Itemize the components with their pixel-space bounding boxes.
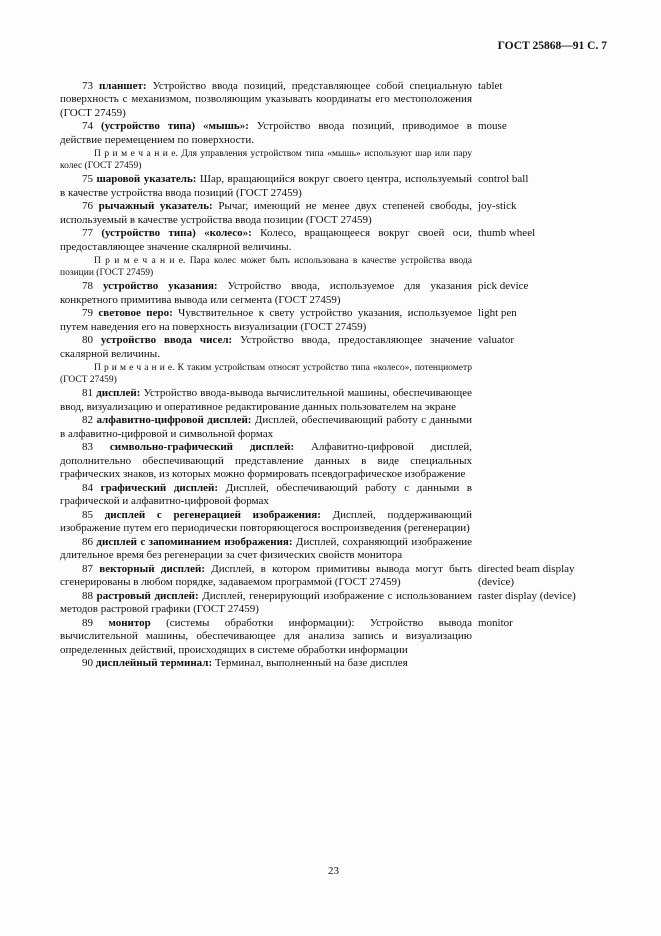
entry-note: П р и м е ч а н и е. Пара колес может быть использована в качестве устройства ввода позиции (ГОСТ 27459) xyxy=(60,256,472,278)
entry-definition: Дисплей, генерирующий изображение с использованием методов растровой графики (ГОСТ 27459) xyxy=(60,589,472,615)
entry-definition: Дисплей, сохраняющий изображение длительное время без регенерации за счет физических свойств монитора xyxy=(60,535,472,561)
page-footer xyxy=(60,865,607,879)
entry-english-term: light pen xyxy=(478,307,517,319)
term-entry xyxy=(60,227,607,280)
entry-number: 75 xyxy=(82,173,97,185)
entry-term: (устройство типа) «мышь»: xyxy=(100,120,249,132)
entry-number: 86 xyxy=(82,535,97,548)
entry-definition-paragraph xyxy=(60,120,472,147)
entry-text xyxy=(60,173,472,200)
entry-definition-paragraph xyxy=(60,509,472,536)
entry-term: монитор xyxy=(108,616,151,629)
entry-term: растровый дисплей: xyxy=(96,589,199,602)
term-entry xyxy=(60,280,607,307)
entry-term: символьно-графический дисплей: xyxy=(109,441,295,453)
entry-text xyxy=(60,563,472,590)
entry-text xyxy=(60,441,472,482)
term-entry xyxy=(60,80,607,121)
entry-definition-paragraph xyxy=(60,80,472,121)
entry-number: 90 xyxy=(82,657,96,669)
terms-list xyxy=(60,80,607,671)
entry-text xyxy=(60,617,472,658)
term-entry xyxy=(60,482,607,509)
entry-number: 89 xyxy=(82,616,109,629)
entry-definition: Дисплей, обеспечивающий работу с данными в алфавитно-цифровой и символьной формах xyxy=(60,414,473,440)
entry-text xyxy=(60,509,472,536)
entry-definition: Устройство ввода позиций, представляющее собой специальную поверхность с механизмом, позволяющим указывать координаты его местоположения (ГОСТ 27459) xyxy=(60,79,472,119)
entry-english-term: mouse xyxy=(478,120,507,132)
entry-definition-paragraph xyxy=(60,173,472,200)
entry-definition: Устройство ввода, предоставляющее значение скалярной величины. xyxy=(60,334,472,360)
entry-text xyxy=(60,414,472,441)
entry-definition: Алфавитно-цифровой дисплей, дополнительно обеспечивающий представление данных в виде специальных графических знаков, из которых можно формировать псевдографическое изображение xyxy=(60,441,473,480)
entry-definition-paragraph xyxy=(60,590,472,617)
term-entry xyxy=(60,200,607,227)
term-entry xyxy=(60,414,607,441)
term-entry xyxy=(60,441,607,482)
entry-definition: Устройство ввода-вывода вычислительной машины, обеспечивающее ввод, визуализацию и оперативное редактирование данных пользователем на экране xyxy=(60,387,473,413)
entry-text xyxy=(60,536,472,563)
entry-term: дисплей с запоминанием изображения: xyxy=(96,535,293,548)
entry-definition-paragraph xyxy=(60,536,472,563)
entry-term: дисплейный терминал: xyxy=(95,657,213,669)
entry-text xyxy=(60,482,472,509)
entry-term: рычажный указатель: xyxy=(98,200,213,212)
term-entry xyxy=(60,657,607,671)
entry-definition-paragraph xyxy=(60,387,472,414)
entry-number: 83 xyxy=(82,441,110,453)
entry-definition: Рычаг, имеющий не менее двух степеней свободы, используемый в качестве устройства ввода позиции (ГОСТ 27459) xyxy=(60,200,472,226)
entry-english-term: raster display (device) xyxy=(478,589,576,602)
entry-number: 85 xyxy=(82,508,105,521)
entry-definition-paragraph xyxy=(60,307,472,334)
entry-text xyxy=(60,387,472,414)
entry-english-term: joy-stick xyxy=(478,200,517,212)
entry-definition: Дисплей, обеспечивающий работу с данными в графической и алфавитно-цифровой формах xyxy=(60,481,472,507)
entry-definition: Устройство ввода, используемое для указания конкретного примитива вывода или сегмента (ГОСТ 27459) xyxy=(60,280,472,306)
entry-english-term: control ball xyxy=(478,173,529,185)
term-entry xyxy=(60,563,607,590)
entry-term: планшет: xyxy=(98,79,147,92)
entry-definition-paragraph xyxy=(60,657,472,671)
entry-english-term: thumb wheel xyxy=(478,227,536,239)
document-header xyxy=(60,40,607,54)
entry-definition: Колесо, вращающееся вокруг своей оси, предоставляющее значение скалярной величины. xyxy=(60,227,473,253)
entry-text xyxy=(60,200,472,227)
term-entry xyxy=(60,617,607,658)
entry-text xyxy=(60,120,472,173)
page-number: 23 xyxy=(328,864,339,877)
entry-number: 74 xyxy=(82,120,101,132)
entry-number: 88 xyxy=(82,589,97,602)
entry-text xyxy=(60,334,472,387)
entry-definition: Дисплей, поддерживающий изображение путем его периодически повторяющегося воспроизведения (регенерации) xyxy=(60,508,472,534)
entry-number: 84 xyxy=(82,481,101,494)
entry-definition-paragraph xyxy=(60,482,472,509)
entry-definition: Терминал, выполненный на базе дисплея xyxy=(212,657,408,669)
entry-english-term: tablet xyxy=(478,79,503,92)
term-entry xyxy=(60,536,607,563)
entry-definition: Устройство вывода вычислительной машины, обеспечивающее для анализа запись и визуализацию определенных действий, происходящих в системе обработки информации xyxy=(60,616,472,656)
entry-definition-paragraph xyxy=(60,200,472,227)
entry-text xyxy=(60,657,472,671)
doc-reference: ГОСТ 25868—91 С. 7 xyxy=(497,40,607,52)
entry-definition-paragraph xyxy=(60,414,472,441)
entry-term: графический дисплей: xyxy=(100,481,219,494)
term-entry xyxy=(60,590,607,617)
entry-definition-paragraph xyxy=(60,334,472,361)
entry-number: 78 xyxy=(82,280,104,292)
entry-definition-paragraph xyxy=(60,280,472,307)
term-entry xyxy=(60,387,607,414)
entry-english-term: directed beam display (device) xyxy=(478,562,575,588)
entry-number: 79 xyxy=(82,307,99,319)
entry-note: П р и м е ч а н и е. К таким устройствам относят устройство типа «колесо», потенциометр (ГОСТ 27459) xyxy=(60,363,472,385)
entry-term: устройство ввода чисел: xyxy=(100,334,233,346)
entry-term: (устройство типа) «колесо»: xyxy=(101,227,252,239)
entry-definition-paragraph xyxy=(60,563,472,590)
entry-number: 87 xyxy=(82,562,100,575)
entry-number: 76 xyxy=(82,200,99,212)
entry-text xyxy=(60,280,472,307)
term-entry xyxy=(60,120,607,173)
entry-number: 73 xyxy=(82,79,99,92)
entry-term: дисплей: xyxy=(96,387,141,399)
entry-text xyxy=(60,590,472,617)
entry-number: 81 xyxy=(82,387,97,399)
entry-term-suffix: (системы обработки информации): xyxy=(150,616,370,629)
entry-term: дисплей с регенерацией изображения: xyxy=(104,508,321,521)
entry-term: устройство указания: xyxy=(103,280,218,292)
entry-definition: Чувствительное к свету устройство указания, используемое путем наведения его на поверхность визуализации (ГОСТ 27459) xyxy=(60,307,472,333)
entry-term: световое перо: xyxy=(98,307,173,319)
entry-english-term: valuator xyxy=(478,334,515,346)
term-entry xyxy=(60,307,607,334)
entry-note: П р и м е ч а н и е. Для управления устройством типа «мышь» используют шар или пару колес (ГОСТ 27459) xyxy=(60,149,472,171)
entry-number: 77 xyxy=(82,227,102,239)
term-entry xyxy=(60,509,607,536)
entry-english-term: monitor xyxy=(478,616,513,629)
entry-text xyxy=(60,227,472,280)
entry-number: 80 xyxy=(82,334,101,346)
entry-term: шаровой указатель: xyxy=(96,173,197,185)
entry-definition-paragraph xyxy=(60,227,472,254)
entry-definition: Устройство ввода позиций, приводимое в действие перемещением по поверхности. xyxy=(60,120,473,146)
entry-text xyxy=(60,80,472,121)
entry-definition-paragraph xyxy=(60,617,472,658)
term-entry xyxy=(60,173,607,200)
entry-number: 82 xyxy=(82,414,97,426)
term-entry xyxy=(60,334,607,387)
entry-english-term: pick device xyxy=(478,280,529,292)
entry-term: алфавитно-цифровой дисплей: xyxy=(96,414,252,426)
entry-definition: Шар, вращающийся вокруг своего центра, используемый в качестве устройства ввода позиций (ГОСТ 27459) xyxy=(60,173,473,199)
entry-definition-paragraph xyxy=(60,441,472,482)
entry-text xyxy=(60,307,472,334)
entry-term: векторный дисплей: xyxy=(99,562,205,575)
entry-definition: Дисплей, в котором примитивы вывода могут быть сгенерированы в любом порядке, задаваемом программой (ГОСТ 27459) xyxy=(60,562,472,588)
